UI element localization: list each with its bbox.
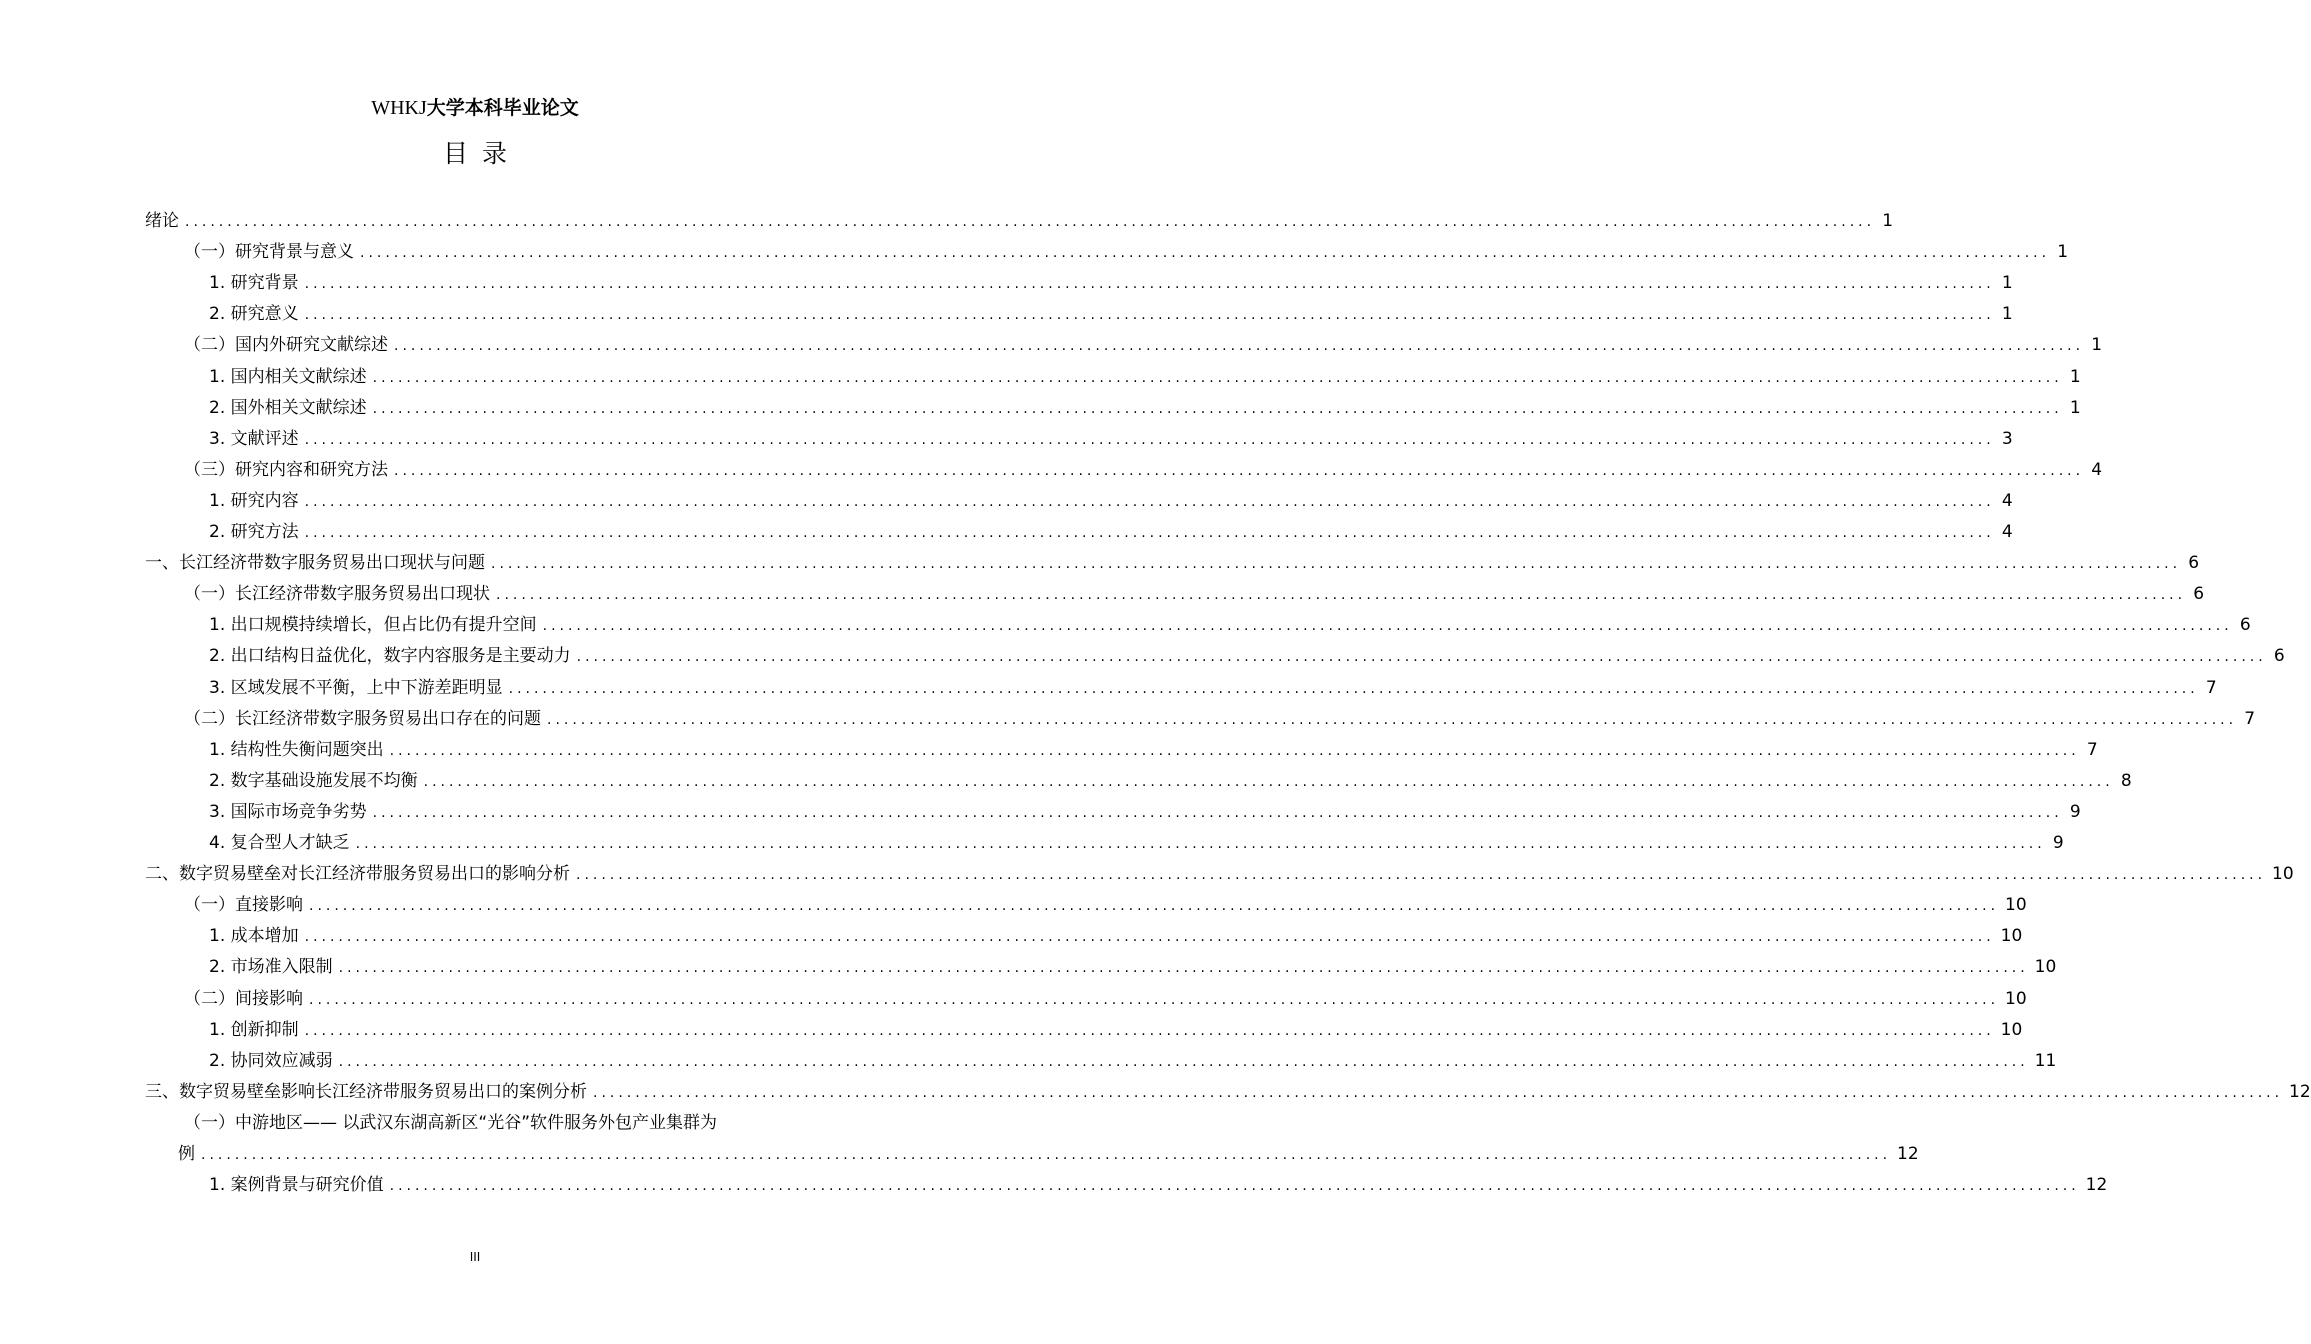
- toc-entry-page: 6: [2273, 646, 2285, 667]
- toc-entry[interactable]: [209, 924, 2023, 949]
- toc-entry-page: 4: [2001, 522, 2013, 542]
- toc-leader-dots: ........................................................................................................................................................................................................: [394, 338, 2085, 355]
- toc-entry-page: 10: [2005, 988, 2027, 1009]
- header-thesis-label: 大学本科毕业论文: [426, 97, 579, 119]
- toc-entry-label: 2. 协同效应减弱: [209, 1050, 333, 1071]
- toc-title: 目录: [442, 139, 521, 168]
- toc-entry-label: 二、数字贸易壁垒对长江经济带服务贸易出口的影响分析: [145, 864, 570, 885]
- toc-leader-dots: ........................................................................................................................................................................................................: [304, 929, 1995, 946]
- toc-leader-dots: ........................................................................................................................................................................................................: [304, 525, 1995, 541]
- toc-leader-dots: ........................................................................................................................................................................................................: [309, 898, 2000, 915]
- toc-entry-label: 2. 出口结构日益优化，数字内容服务是主要动力: [209, 646, 571, 667]
- toc-entry-page: 4: [2091, 459, 2103, 480]
- toc-entry-label: 例: [178, 1144, 195, 1164]
- toc-entry[interactable]: [209, 769, 2132, 794]
- toc-entry[interactable]: [209, 955, 2057, 980]
- toc-entry[interactable]: [178, 1142, 1919, 1167]
- toc-entry-label: 2. 市场准入限制: [209, 957, 333, 978]
- toc-entry[interactable]: [209, 800, 2081, 825]
- toc-entry-page: 1: [2001, 304, 2013, 325]
- toc-entry-page: 10: [2000, 926, 2023, 947]
- toc-entry[interactable]: [209, 302, 2013, 327]
- toc-entry-label: （二）长江经济带数字服务贸易出口存在的问题: [184, 708, 541, 729]
- toc-entry[interactable]: [184, 893, 2027, 918]
- toc-entry-page: 12: [2085, 1175, 2108, 1196]
- toc-entry-label: （一）研究背景与意义: [184, 242, 354, 263]
- toc-entry-page: 1: [2069, 366, 2081, 387]
- toc-entry-label: 一、长江经济带数字服务贸易出口现状与问题: [145, 553, 485, 574]
- toc-leader-dots: ........................................................................................................................................................................................................: [338, 960, 2029, 977]
- toc-entry-page: 10: [2005, 895, 2027, 916]
- toc-entry-label: 2. 研究方法: [209, 522, 299, 542]
- toc-entry[interactable]: [209, 1049, 2057, 1074]
- toc-entry[interactable]: [209, 613, 2251, 638]
- toc-leader-dots: ........................................................................................................................................................................................................: [355, 836, 2046, 852]
- toc-entry-label: 绪论: [145, 211, 179, 231]
- toc-entry-label: 1. 创新抑制: [209, 1019, 299, 1040]
- toc-entry-page: 6: [2193, 584, 2205, 605]
- toc-entry-page: 10: [2000, 1019, 2023, 1040]
- toc-entry-page: 10: [2034, 957, 2057, 978]
- toc-leader-dots: ........................................................................................................................................................................................................: [372, 369, 2063, 386]
- toc-leader-dots: ........................................................................................................................................................................................................: [338, 1053, 2029, 1070]
- toc-leader-dots: ........................................................................................................................................................................................................: [304, 307, 1995, 324]
- toc-leader-dots: ........................................................................................................................................................................................................: [542, 618, 2233, 635]
- toc-entry-page: 12: [2289, 1081, 2311, 1102]
- toc-entry-label: 2. 研究意义: [209, 304, 299, 325]
- toc-entry-label: （三）研究内容和研究方法: [184, 459, 388, 480]
- toc-entry[interactable]: [145, 1080, 2311, 1105]
- toc-entry[interactable]: [184, 240, 2069, 265]
- toc-entry-page: 10: [2272, 864, 2294, 885]
- toc-entry-page: 7: [2205, 677, 2217, 698]
- toc-entry-label: 1. 研究背景: [209, 273, 299, 294]
- toc-entry-label: 4. 复合型人才缺乏: [209, 833, 350, 853]
- toc-entry-label: （二）国内外研究文献综述: [184, 335, 388, 356]
- toc-entry-label: （一）直接影响: [184, 895, 303, 916]
- toc-entry[interactable]: [209, 489, 2013, 514]
- toc-entry[interactable]: [209, 1018, 2023, 1043]
- toc-entry[interactable]: [209, 1173, 2108, 1198]
- toc-entry[interactable]: [209, 738, 2098, 763]
- toc-leader-dots: ........................................................................................................................................................................................................: [185, 214, 1876, 230]
- toc-entry[interactable]: [209, 676, 2217, 701]
- header-school-code: WHKJ: [371, 97, 427, 119]
- toc-entry[interactable]: [184, 333, 2103, 358]
- toc-entry[interactable]: [184, 707, 2256, 732]
- toc-entry-page: 1: [2057, 242, 2069, 263]
- toc-entry-label: 2. 国外相关文献综述: [209, 397, 367, 418]
- toc-leader-dots: ........................................................................................................................................................................................................: [372, 804, 2063, 821]
- toc-entry[interactable]: [184, 1111, 806, 1135]
- toc-leader-dots: ........................................................................................................................................................................................................: [360, 245, 2051, 262]
- toc-entry-page: 12: [1897, 1144, 1919, 1164]
- toc-leader-dots: ........................................................................................................................................................................................................: [304, 493, 1995, 510]
- toc-entry-page: 4: [2001, 490, 2013, 511]
- toc-entry[interactable]: [209, 644, 2285, 669]
- toc-entry-page: 7: [2244, 708, 2256, 729]
- toc-entry-label: 1. 案例背景与研究价值: [209, 1175, 384, 1196]
- toc-leader-dots: ........................................................................................................................................................................................................: [593, 1084, 2284, 1101]
- toc-entry-label: 1. 出口规模持续增长，但占比仍有提升空间: [209, 615, 537, 636]
- toc-entry-label: （二）间接影响: [184, 988, 303, 1009]
- toc-entry-page: 1: [2091, 335, 2103, 356]
- toc-entry[interactable]: [209, 427, 2013, 452]
- toc-entry-page: 1: [2069, 397, 2081, 418]
- toc-entry[interactable]: [209, 271, 2013, 296]
- toc-entry-label: 1. 成本增加: [209, 926, 299, 947]
- toc-entry-page: 6: [2188, 553, 2200, 574]
- page-number: III: [469, 1250, 481, 1264]
- toc-entry-label: 三、数字贸易壁垒影响长江经济带服务贸易出口的案例分析: [145, 1081, 587, 1102]
- toc-leader-dots: ........................................................................................................................................................................................................: [304, 1022, 1995, 1039]
- toc-leader-dots: ........................................................................................................................................................................................................: [576, 649, 2267, 666]
- toc-entry-page: 9: [2069, 801, 2081, 822]
- document-header: [0, 94, 950, 122]
- toc-leader-dots: ........................................................................................................................................................................................................: [576, 867, 2267, 884]
- toc-entry-label: 3. 区域发展不平衡，上中下游差距明显: [209, 677, 503, 698]
- toc-leader-dots: ........................................................................................................................................................................................................: [491, 556, 2182, 573]
- toc-leader-dots: ........................................................................................................................................................................................................: [372, 400, 2063, 417]
- toc-entry[interactable]: [209, 831, 2064, 856]
- toc-entry-label: 1. 结构性失衡问题突出: [209, 739, 384, 760]
- toc-entry[interactable]: [184, 458, 2103, 483]
- toc-entry-label: 1. 研究内容: [209, 490, 299, 511]
- toc-leader-dots: ........................................................................................................................................................................................................: [389, 1178, 2080, 1195]
- toc-leader-dots: ........................................................................................................................................................................................................: [309, 991, 2000, 1008]
- toc-entry[interactable]: [184, 987, 2027, 1012]
- toc-entry-label: （一）中游地区—— 以武汉东湖高新区“光谷”软件服务外包产业集群为: [184, 1112, 718, 1133]
- toc-entry-page: 3: [2001, 428, 2013, 449]
- toc-leader-dots: ........................................................................................................................................................................................................: [201, 1147, 1892, 1163]
- toc-entry[interactable]: [209, 396, 2081, 421]
- toc-entry[interactable]: [184, 582, 2205, 607]
- toc-entry-label: （一）长江经济带数字服务贸易出口现状: [184, 584, 490, 605]
- toc-leader-dots: ........................................................................................................................................................................................................: [508, 680, 2199, 697]
- toc-entry-page: 1: [2001, 273, 2013, 294]
- toc-entry-page: 6: [2239, 615, 2251, 636]
- toc-entry[interactable]: [145, 862, 2294, 887]
- toc-entry[interactable]: [145, 551, 2200, 576]
- toc-leader-dots: ........................................................................................................................................................................................................: [389, 742, 2080, 759]
- toc-leader-dots: ........................................................................................................................................................................................................: [304, 431, 1995, 448]
- toc-entry-label: 3. 国际市场竞争劣势: [209, 801, 367, 822]
- toc-entry-label: 2. 数字基础设施发展不均衡: [209, 770, 418, 791]
- toc-entry-page: 11: [2034, 1050, 2057, 1071]
- toc-entry-page: 7: [2086, 739, 2098, 760]
- toc-leader-dots: ........................................................................................................................................................................................................: [423, 773, 2114, 790]
- toc-entry[interactable]: [145, 209, 1894, 234]
- toc-entry[interactable]: [209, 365, 2081, 390]
- toc-entry-page: 8: [2120, 770, 2132, 791]
- toc-entry[interactable]: [209, 520, 2013, 545]
- toc-leader-dots: ........................................................................................................................................................................................................: [304, 276, 1995, 293]
- toc-leader-dots: ........................................................................................................................................................................................................: [496, 587, 2187, 604]
- toc-leader-dots: ........................................................................................................................................................................................................: [547, 711, 2238, 728]
- toc-entry-label: 3. 文献评述: [209, 428, 299, 449]
- toc-entry-page: 1: [1882, 211, 1894, 231]
- toc-leader-dots: ........................................................................................................................................................................................................: [394, 462, 2085, 479]
- toc-entry-page: 9: [2052, 833, 2064, 853]
- toc-entry-label: 1. 国内相关文献综述: [209, 366, 367, 387]
